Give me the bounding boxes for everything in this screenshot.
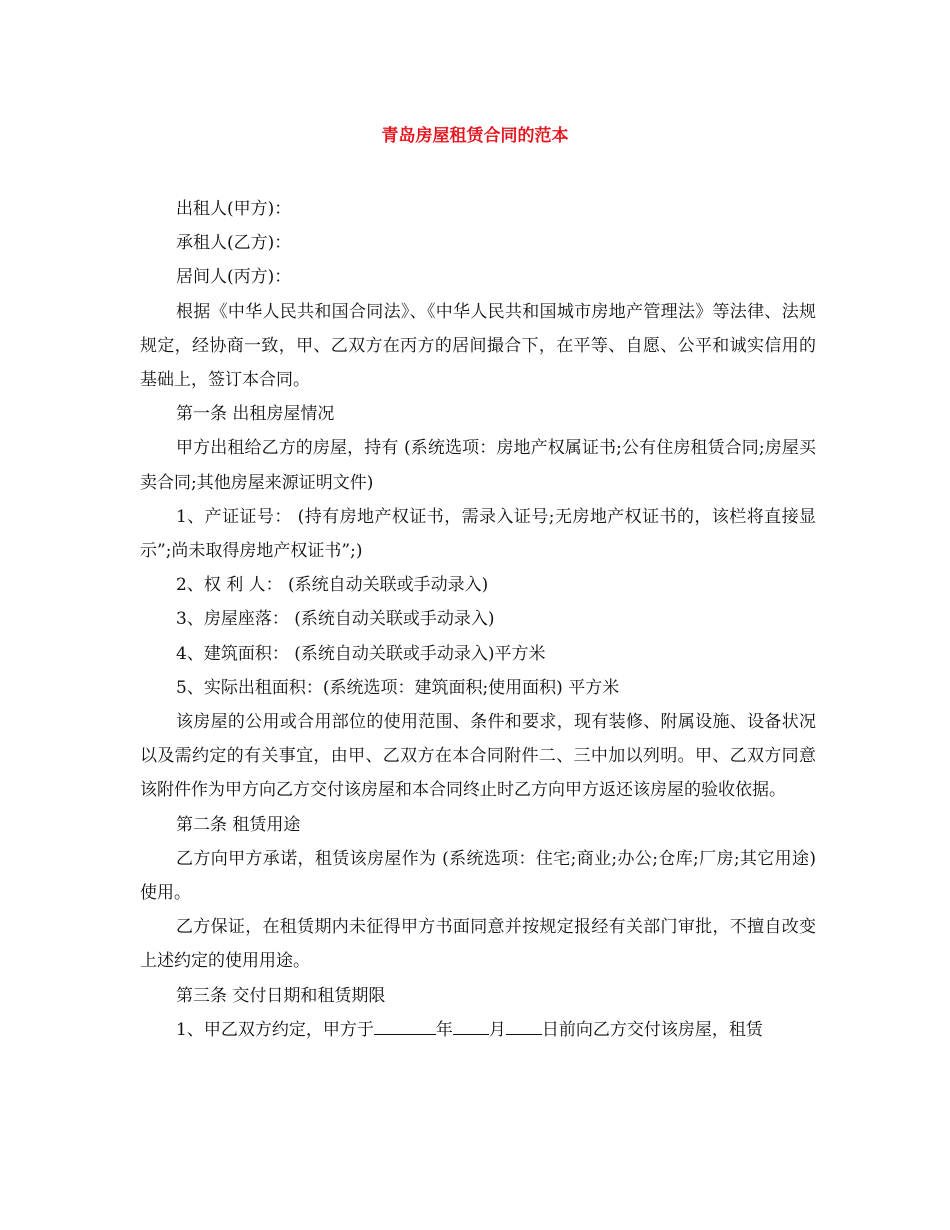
delivery-suffix: 日前向乙方交付该房屋，租赁: [541, 1019, 763, 1040]
usage-commitment-paragraph: 乙方向甲方承诺，租赁该房屋作为 (系统选项：住宅;商业;办公;仓库;厂房;其它用途)使用。: [140, 848, 816, 904]
usage-guarantee-paragraph: 乙方保证，在租赁期内未征得甲方书面同意并按规定报经有关部门审批，不擅自改变上述约定的使用用途。: [140, 917, 816, 972]
lessee-line: 承租人(乙方)：: [176, 233, 292, 254]
building-area-item: 4、建筑面积： (系统自动关联或手动录入)平方米: [176, 643, 546, 664]
document-title: 青岛房屋租赁合同的范本: [381, 126, 569, 146]
lessor-line: 出租人(甲方)：: [176, 199, 292, 219]
year-label: 年: [435, 1019, 453, 1040]
delivery-date-line: [140, 1013, 816, 1047]
delivery-prefix: 1、甲乙双方约定，甲方于: [176, 1019, 374, 1040]
owner-item: 2、权 利 人： (系统自动关联或手动录入): [176, 575, 489, 596]
certificate-number-item: 1、产证证号： (持有房地产权证书，需录入证号;无房地产权证书的，该栏将直接显示”;尚未取得房地产权证书”;): [140, 506, 816, 562]
document-body: [140, 192, 816, 1047]
article-3-heading: 第三条 交付日期和租赁期限: [176, 985, 386, 1006]
rental-area-item: 5、实际出租面积：(系统选项：建筑面积;使用面积) 平方米: [176, 677, 620, 698]
common-area-paragraph: 该房屋的公用或合用部位的使用范围、条件和要求，现有装修、附属设施、设备状况以及需约定的有关事宜，由甲、乙双方在本合同附件二、三中加以列明。甲、乙双方同意该附件作为甲方向乙方交付该房屋和本合同终止时乙方向甲方返还该房屋的验收依据。: [140, 712, 816, 801]
year-blank: [374, 1016, 436, 1035]
month-blank: [453, 1016, 489, 1035]
article-2-heading: 第二条 租赁用途: [176, 814, 301, 835]
preamble-paragraph: 根据《中华人民共和国合同法》、《中华人民共和国城市房地产管理法》等法律、法规规定，经协商一致，甲、乙双方在丙方的居间撮合下，在平等、自愿、公平和诚实信用的基础上，签订本合同。: [140, 301, 816, 391]
month-label: 月: [488, 1019, 506, 1040]
location-item: 3、房屋座落： (系统自动关联或手动录入): [176, 609, 495, 630]
intermediary-line: 居间人(丙方)：: [176, 267, 292, 288]
property-source-paragraph: 甲方出租给乙方的房屋，持有 (系统选项：房地产权属证书;公有住房租赁合同;房屋买卖合同;其他房屋来源证明文件): [140, 438, 816, 493]
day-blank: [506, 1016, 542, 1035]
article-1-heading: 第一条 出租房屋情况: [176, 404, 335, 425]
